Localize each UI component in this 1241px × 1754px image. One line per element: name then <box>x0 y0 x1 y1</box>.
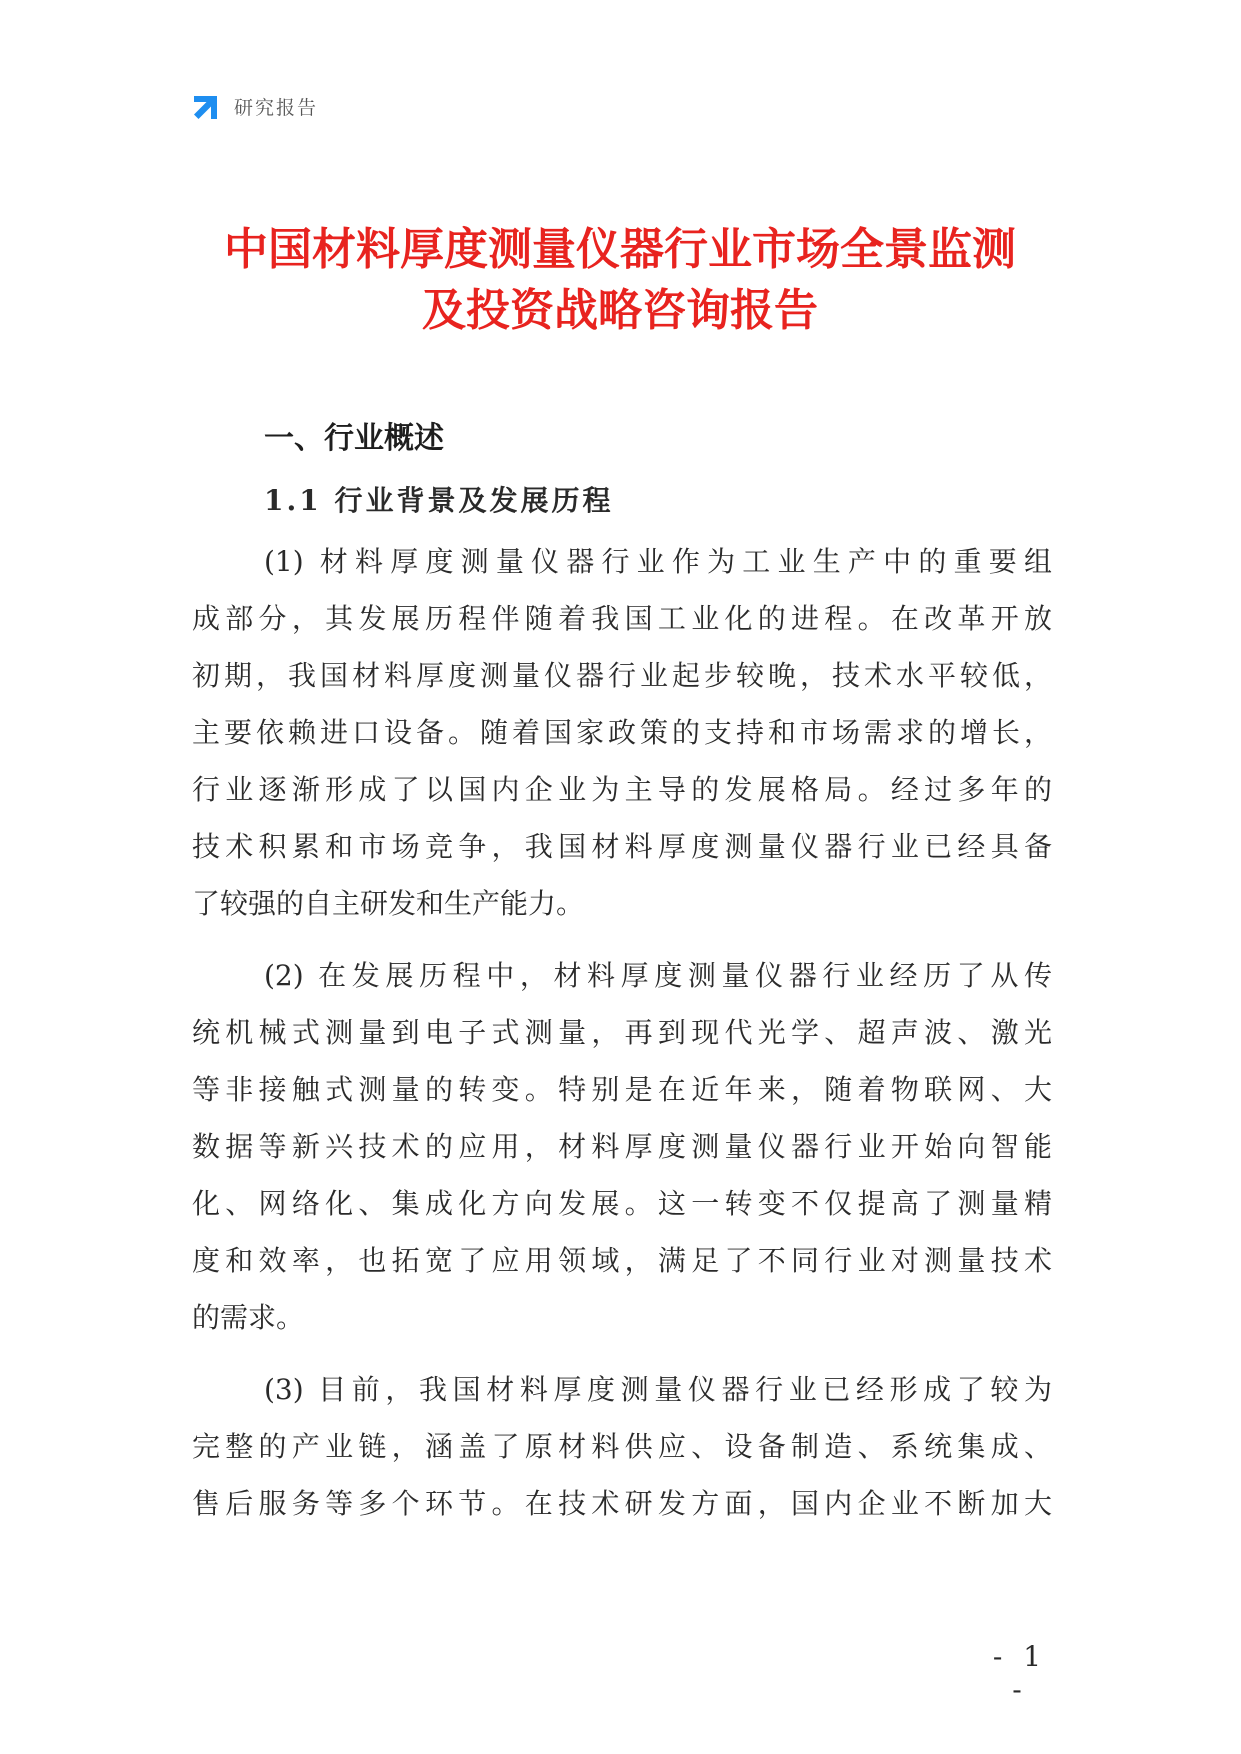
paragraph-1-line: 成部分，其发展历程伴随着我国工业化的进程。在改革开放 <box>192 602 1052 635</box>
document-title-line-1: 中国材料厚度测量仪器行业市场全景监测 <box>224 224 1016 275</box>
paragraph-2-line: 统机械式测量到电子式测量，再到现代光学、超声波、激光 <box>192 1016 1052 1049</box>
paragraph-2-line: 等非接触式测量的转变。特别是在近年来，随着物联网、大 <box>192 1073 1052 1106</box>
paragraph-2-line: 的需求。 <box>192 1301 305 1334</box>
document-title-line-2: 及投资战略咨询报告 <box>422 285 818 336</box>
paragraph-1-line: 初期，我国材料厚度测量仪器行业起步较晚，技术水平较低， <box>192 659 1052 692</box>
page-number: - 1 - <box>992 1640 1048 1706</box>
header-label: 研究报告 <box>234 96 319 119</box>
paragraph-1-line: 行业逐渐形成了以国内企业为主导的发展格局。经过多年的 <box>192 773 1052 806</box>
paragraph-2-line: 数据等新兴技术的应用，材料厚度测量仪器行业开始向智能 <box>192 1130 1052 1163</box>
paragraph-3-line: (3) 目前，我国材料厚度测量仪器行业已经形成了较为 <box>264 1373 1052 1406</box>
section-heading: 一、行业概述 <box>264 421 444 456</box>
arrow-up-right-icon <box>190 90 222 122</box>
paragraph-3-line: 售后服务等多个环节。在技术研发方面，国内企业不断加大 <box>192 1487 1052 1520</box>
paragraph-1-line: 主要依赖进口设备。随着国家政策的支持和市场需求的增长， <box>192 716 1052 749</box>
paragraph-2-line: 度和效率，也拓宽了应用领域，满足了不同行业对测量技术 <box>192 1244 1052 1277</box>
paragraph-1-line: 了较强的自主研发和生产能力。 <box>192 887 585 920</box>
report-header <box>190 88 318 124</box>
paragraph-1-line: (1) 材料厚度测量仪器行业作为工业生产中的重要组 <box>264 545 1052 578</box>
paragraph-2-line: 化、网络化、集成化方向发展。这一转变不仅提高了测量精 <box>192 1187 1052 1220</box>
paragraph-2-line: (2) 在发展历程中，材料厚度测量仪器行业经历了从传 <box>264 959 1052 992</box>
sub-heading: 1.1 行业背景及发展历程 <box>264 484 614 517</box>
paragraph-3-line: 完整的产业链，涵盖了原材料供应、设备制造、系统集成、 <box>192 1430 1052 1463</box>
paragraph-1-line: 技术积累和市场竞争，我国材料厚度测量仪器行业已经具备 <box>192 830 1052 863</box>
